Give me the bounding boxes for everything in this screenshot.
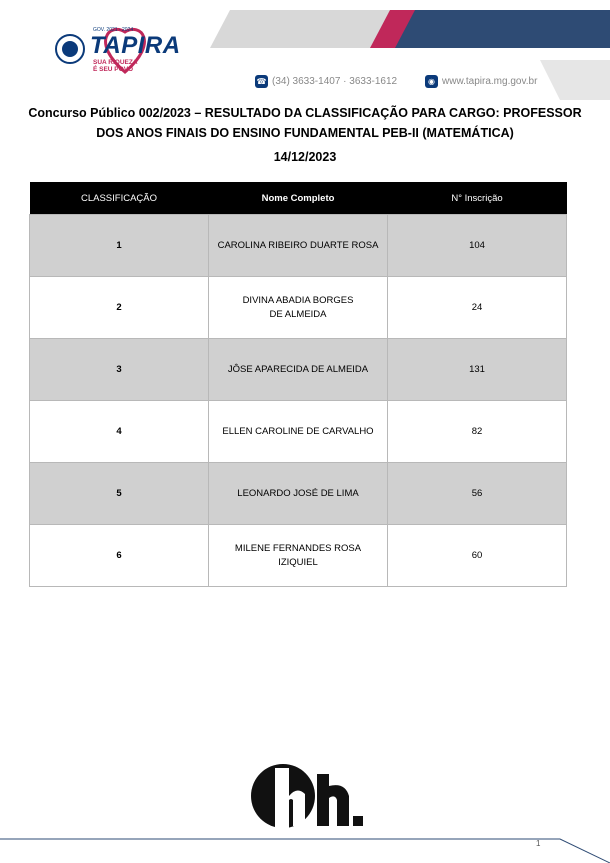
- table-row: [30, 339, 567, 401]
- header-inscricao: N° Inscrição: [388, 182, 567, 215]
- cell-name: ELLEN CAROLINE DE CARVALHO: [209, 401, 388, 463]
- cell-inscricao: 131: [388, 339, 567, 401]
- cell-rank: 5: [30, 463, 209, 525]
- table-row: [30, 215, 567, 277]
- cell-inscricao: 56: [388, 463, 567, 525]
- phone-text: (34) 3633-1407 · 3633-1612: [272, 76, 398, 88]
- classification-table: [29, 182, 567, 587]
- header-classificacao: CLASSIFICAÇÃO: [30, 182, 209, 215]
- document-date: 14/12/2023: [273, 150, 337, 164]
- contact-phone: [255, 75, 397, 88]
- document-title: Concurso Público 002/2023 – RESULTADO DA CLASSIFICAÇÃO PARA CARGO: PROFESSOR DOS ANOS FINAIS DO ENSINO FUNDAMENTAL PEB-II (MATEMÁTICA): [28, 106, 582, 140]
- cell-name: DIVINA ABADIA BORGES DE ALMEIDA: [209, 277, 388, 339]
- website-text: www.tapira.mg.gov.br: [442, 76, 538, 88]
- cell-name: LEONARDO JOSÉ DE LIMA: [209, 463, 388, 525]
- footer-line: [0, 825, 610, 863]
- table-row: [30, 277, 567, 339]
- cell-rank: 2: [30, 277, 209, 339]
- phone-icon: ☎: [256, 77, 267, 86]
- page-number: 1: [536, 839, 541, 848]
- table-row: [30, 463, 567, 525]
- table-row: [30, 401, 567, 463]
- cell-inscricao: 24: [388, 277, 567, 339]
- cell-name: CAROLINA RIBEIRO DUARTE ROSA: [209, 215, 388, 277]
- table-row: [30, 525, 567, 587]
- cell-rank: 1: [30, 215, 209, 277]
- page-header: [0, 0, 610, 100]
- logo-years: GOV. 2021 - 2024: [93, 27, 134, 33]
- cell-rank: 6: [30, 525, 209, 587]
- cell-inscricao: 82: [388, 401, 567, 463]
- hl-footer-logo: [245, 760, 375, 830]
- globe-icon: ◉: [425, 75, 438, 88]
- table-header-row: [30, 182, 567, 215]
- cell-inscricao: 60: [388, 525, 567, 587]
- cell-rank: 4: [30, 401, 209, 463]
- contact-website: [425, 75, 537, 88]
- cell-inscricao: 104: [388, 215, 567, 277]
- cell-name: MILENE FERNANDES ROSA IZIQUIEL: [209, 525, 388, 587]
- header-nome: Nome Completo: [209, 182, 388, 215]
- cell-rank: 3: [30, 339, 209, 401]
- logo-brand: TAPIRA: [90, 32, 181, 59]
- logo-slogan: SUA RIQUEZA É SEU POVO: [93, 59, 138, 73]
- cell-name: JÔSE APARECIDA DE ALMEIDA: [209, 339, 388, 401]
